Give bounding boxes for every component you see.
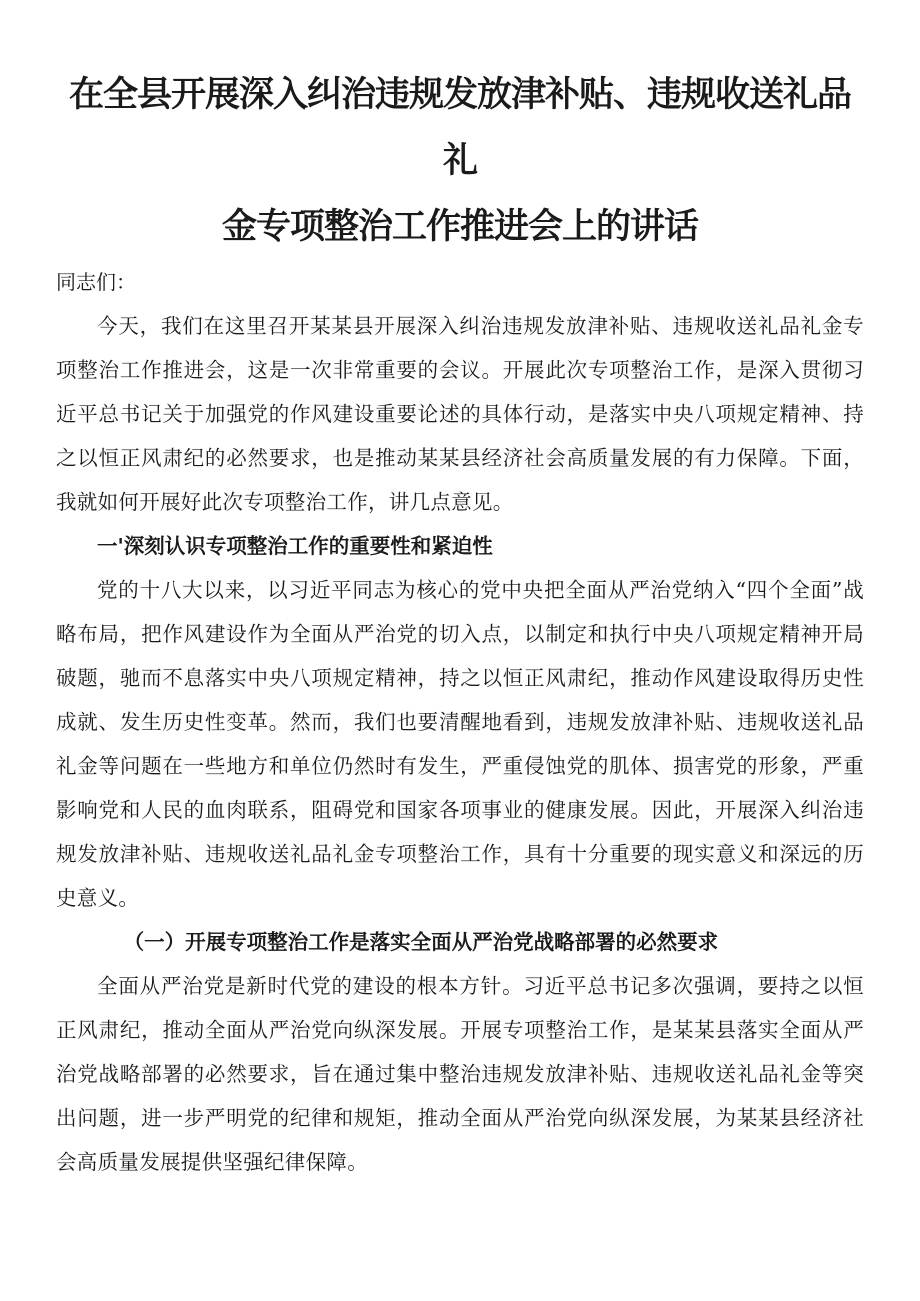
section-1-paragraph: 党的十八大以来，以习近平同志为核心的党中央把全面从严治党纳入“四个全面”战略布局，把作风建设作为全面从严治党的切入点，以制定和执行中央八项规定精神开局破题，驰而不息落实中央八项规定精神，持之以恒正风肃纪，推动作风建设取得历史性成就、发生历史性变革。然而，我们也要清醒地看到，违规发放津补贴、违规收送礼品礼金等问题在一些地方和单位仍然时有发生，严重侵蚀党的肌体、损害党的形象，严重影响党和人民的血肉联系，阻碍党和国家各项事业的健康发展。因此，开展深入纠治违规发放津补贴、违规收送礼品礼金专项整治工作，具有十分重要的现实意义和深远的历史意义。 xyxy=(56,578,864,910)
intro-paragraph: 今天，我们在这里召开某某县开展深入纠治违规发放津补贴、违规收送礼品礼金专项整治工作推进会，这是一次非常重要的会议。开展此次专项整治工作，是深入贯彻习近平总书记关于加强党的作风建设重要论述的具体行动，是落实中央八项规定精神、持之以恒正风肃纪的必然要求，也是推动某某县经济社会高质量发展的有力保障。下面，我就如何开展好此次专项整治工作，讲几点意见。 xyxy=(56,314,864,514)
section-heading-1: 一'深刻认识专项整治工作的重要性和紧迫性 xyxy=(97,534,493,558)
salutation: 同志们： xyxy=(56,270,136,294)
document-title xyxy=(56,62,864,260)
title-line-1: 在全县开展深入纠治违规发放津补贴、违规收送礼品礼 xyxy=(68,75,851,181)
subsection-heading-1: （一）开展专项整治工作是落实全面从严治党战略部署的必然要求 xyxy=(123,930,719,954)
title-line-2: 金专项整治工作推进会上的讲话 xyxy=(221,207,698,247)
subsection-1-paragraph: 全面从严治党是新时代党的建设的根本方针。习近平总书记多次强调，要持之以恒正风肃纪，推动全面从严治党向纵深发展。开展专项整治工作，是某某县落实全面从严治党战略部署的必然要求，旨在通过集中整治违规发放津补贴、违规收送礼品礼金等突出问题，进一步严明党的纪律和规矩，推动全面从严治党向纵深发展，为某某县经济社会高质量发展提供坚强纪律保障。 xyxy=(56,974,864,1174)
